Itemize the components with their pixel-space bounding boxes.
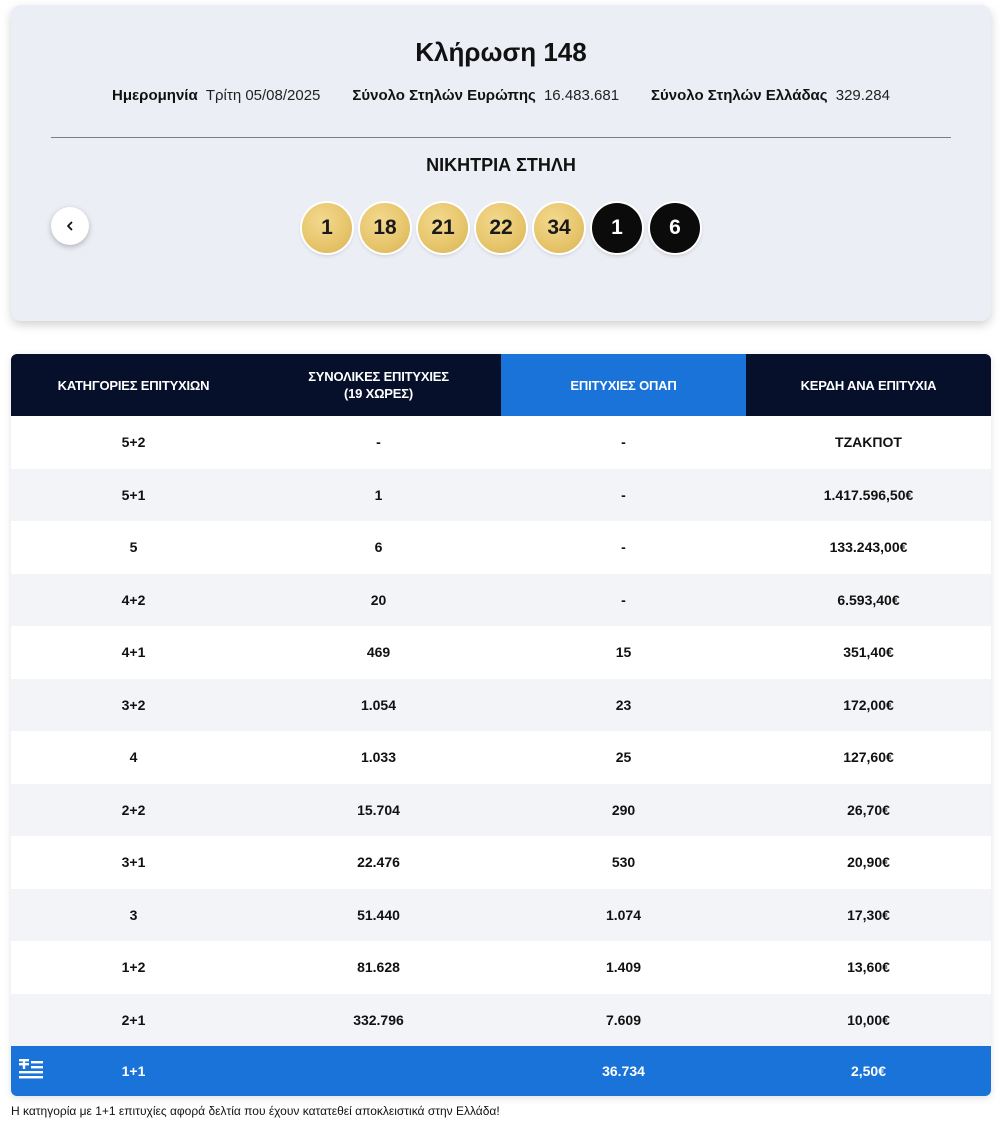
greece-total — [651, 87, 890, 104]
table-row — [11, 626, 991, 679]
prize-table — [11, 354, 991, 1096]
footnote: Η κατηγορία με 1+1 επιτυχίες αφορά δελτία που έχουν κατατεθεί αποκλειστικά στην Ελλάδα! — [11, 1104, 500, 1118]
winning-column-title: ΝΙΚΗΤΡΙΑ ΣΤΗΛΗ — [426, 155, 576, 175]
cell-category: 5+1 — [121, 486, 146, 503]
table-row — [11, 994, 991, 1047]
cell-opap: 1.409 — [605, 959, 642, 976]
draw-title: Κλήρωση 148 — [415, 37, 587, 67]
cell-total: 469 — [366, 644, 391, 661]
table-row — [11, 469, 991, 522]
cell-prize: 172,00€ — [843, 696, 894, 713]
header-total-wins-line2: (19 ΧΩΡΕΣ) — [344, 386, 413, 401]
header-total-wins-line1: ΣΥΝΟΛΙΚΕΣ ΕΠΙΤΥΧΙΕΣ — [308, 369, 449, 384]
table-row — [11, 731, 991, 784]
cell-opap: - — [621, 434, 626, 451]
cell-opap: - — [621, 539, 626, 556]
cell-opap: 7.609 — [605, 1011, 642, 1028]
cell-category: 4+2 — [121, 591, 146, 608]
cell-prize: 6.593,40€ — [837, 591, 900, 608]
header-opap-wins: ΕΠΙΤΥΧΙΕΣ ΟΠΑΠ — [501, 354, 746, 416]
greek-flag-icon — [19, 1059, 43, 1081]
greece-total-value: 329.284 — [835, 87, 890, 104]
divider — [51, 137, 951, 138]
table-row — [11, 416, 991, 469]
greece-total-label: Σύνολο Στηλών Ελλάδας — [651, 87, 828, 104]
star-number-ball: 1 — [592, 203, 642, 253]
cell-prize: 26,70€ — [847, 801, 890, 818]
cell-total: 1.033 — [360, 749, 397, 766]
europe-total-value: 16.483.681 — [543, 87, 620, 104]
cell-prize: 351,40€ — [843, 644, 894, 661]
cell-category: 3+2 — [121, 696, 146, 713]
cell-total: 1 — [374, 486, 383, 503]
cell-total: 51.440 — [357, 906, 400, 923]
cell-prize: 10,00€ — [847, 1011, 890, 1028]
main-number-ball: 18 — [360, 203, 410, 253]
main-number-ball: 34 — [534, 203, 584, 253]
cell-prize: 1.417.596,50€ — [823, 486, 914, 503]
draw-card — [11, 5, 991, 321]
table-row — [11, 521, 991, 574]
cell-opap: 1.074 — [605, 906, 642, 923]
cell-total: 15.704 — [357, 801, 400, 818]
cell-total: 22.476 — [357, 854, 400, 871]
cell-opap: 25 — [615, 749, 632, 766]
draw-date — [112, 87, 320, 104]
table-row — [11, 836, 991, 889]
cell-category: 3 — [129, 906, 138, 923]
table-row — [11, 574, 991, 627]
cell-category: 4+1 — [121, 644, 146, 661]
cell-opap: 290 — [611, 801, 636, 818]
cell-category: 2+1 — [121, 1011, 146, 1028]
europe-total — [352, 87, 619, 104]
cell-prize: ΤΖΑΚΠΟΤ — [835, 434, 902, 451]
cell-total: 6 — [374, 539, 383, 556]
table-row — [11, 784, 991, 837]
cell-opap: - — [621, 591, 626, 608]
cell-prize: 13,60€ — [847, 959, 890, 976]
cell-prize: 133.243,00€ — [829, 539, 908, 556]
draw-date-label: Ημερομηνία — [112, 87, 198, 104]
cell-total: 332.796 — [353, 1011, 404, 1028]
europe-total-label: Σύνολο Στηλών Ευρώπης — [352, 87, 536, 104]
table-row — [11, 941, 991, 994]
cell-category: 2+2 — [121, 801, 146, 818]
header-prize-per-win: ΚΕΡΔΗ ΑΝΑ ΕΠΙΤΥΧΙΑ — [800, 377, 937, 393]
main-number-ball: 21 — [418, 203, 468, 253]
cell-opap: 23 — [615, 696, 632, 713]
cell-category: 4 — [129, 749, 138, 766]
header-total-wins — [256, 354, 501, 416]
table-row — [11, 679, 991, 732]
cell-prize: 127,60€ — [843, 749, 894, 766]
table-header — [11, 354, 991, 416]
cell-opap: 530 — [611, 854, 636, 871]
table-body — [11, 416, 991, 1046]
cell-category: 5+2 — [121, 434, 146, 451]
greek-row-opap: 36.734 — [602, 1063, 645, 1079]
table-row — [11, 889, 991, 942]
star-number-ball: 6 — [650, 203, 700, 253]
cell-total: 81.628 — [357, 959, 400, 976]
winning-numbers — [11, 203, 991, 253]
cell-opap: - — [621, 486, 626, 503]
cell-category: 5 — [129, 539, 138, 556]
cell-prize: 17,30€ — [847, 906, 890, 923]
greek-only-row — [11, 1046, 991, 1096]
main-number-ball: 1 — [302, 203, 352, 253]
cell-category: 3+1 — [121, 854, 146, 871]
greek-row-prize: 2,50€ — [850, 1063, 887, 1079]
header-categories: ΚΑΤΗΓΟΡΙΕΣ ΕΠΙΤΥΧΙΩΝ — [57, 377, 210, 393]
main-number-ball: 22 — [476, 203, 526, 253]
greek-row-category: 1+1 — [121, 1063, 146, 1079]
cell-total: - — [376, 434, 381, 451]
cell-total: 20 — [370, 591, 387, 608]
draw-meta-row — [11, 87, 991, 104]
cell-opap: 15 — [615, 644, 632, 661]
cell-total: 1.054 — [360, 696, 397, 713]
cell-prize: 20,90€ — [847, 854, 890, 871]
draw-date-value: Τρίτη 05/08/2025 — [205, 87, 321, 104]
cell-category: 1+2 — [121, 959, 146, 976]
